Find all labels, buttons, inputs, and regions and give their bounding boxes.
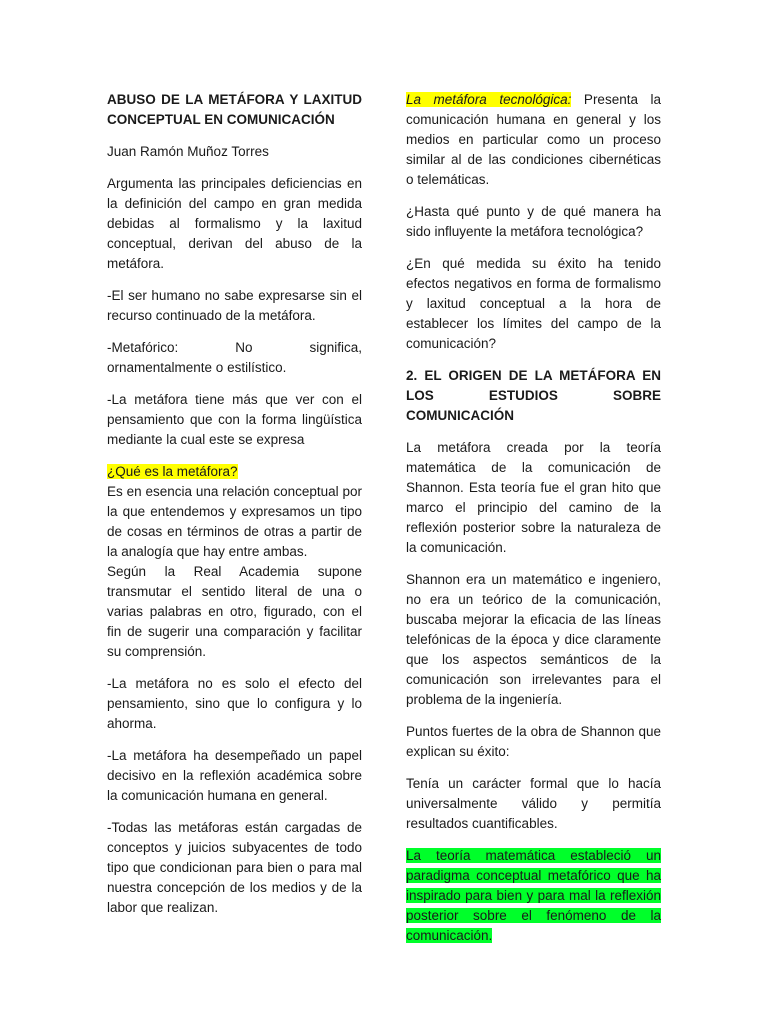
paragraph: Según la Real Academia supone transmutar el sentido literal de una o varias palabras en otro, figurado, con el fin de sugerir una comparación y facilitar su comprensión. [107,564,362,659]
paragraph: La metáfora creada por la teoría matemática de la comunicación de Shannon. Esta teoría fue el gran hito que marco el principio del camino de la reflexión posterior sobre la naturaleza de la comunicación. [406,440,661,555]
paragraph: Es en esencia una relación conceptual por la que entendemos y expresamos un tipo de cosas en términos de otras a partir de la analogía que hay entre ambas. [107,484,362,559]
green-highlight-text: La teoría matemática estableció un paradigma conceptual metafórico que ha inspirado para bien y para mal la reflexión posterior sobre el fenómeno de la comunicación. [406,848,661,943]
tech-metaphor-label: La metáfora tecnológica: [406,92,572,107]
paragraph: Argumenta las principales deficiencias en la definición del campo en gran medida debidas al formalismo y la laxitud conceptual, derivan del abuso de la metáfora. [107,176,362,271]
right-column [406,90,661,958]
question-heading [107,462,362,482]
paragraph: -El ser humano no sabe expresarse sin el recurso continuado de la metáfora. [107,288,362,323]
left-column [107,90,362,930]
paragraph: -Metafórico: No significa, ornamentalmente o estilístico. [107,340,362,375]
document-title: ABUSO DE LA METÁFORA Y LAXITUD CONCEPTUAL EN COMUNICACIÓN [107,92,362,127]
author-name: Juan Ramón Muñoz Torres [107,144,269,159]
highlighted-paragraph [406,846,661,946]
tech-metaphor-paragraph [406,90,661,190]
paragraph: -La metáfora ha desempeñado un papel decisivo en la reflexión académica sobre la comunicación humana en general. [107,748,362,803]
tech-metaphor-text: Presenta la comunicación humana en general y los medios en particular como un proceso similar al de las condiciones cibernéticas o telemáticas. [406,92,662,187]
paragraph: Tenía un carácter formal que lo hacía universalmente válido y permitía resultados cuantificables. [406,776,661,831]
paragraph: -La metáfora tiene más que ver con el pensamiento que con la forma lingüística mediante la cual este se expresa [107,392,362,447]
question-paragraph: ¿En qué medida su éxito ha tenido efectos negativos en forma de formalismo y laxitud conceptual a la hora de establecer los límites del campo de la comunicación? [406,256,661,351]
question-paragraph: ¿Hasta qué punto y de qué manera ha sido influyente la metáfora tecnológica? [406,204,661,239]
paragraph: Shannon era un matemático e ingeniero, no era un teórico de la comunicación, buscaba mejorar la eficacia de las líneas telefónicas de la época y dice claramente que los aspectos semánticos de la comunicación son irrelevantes para el problema de la ingeniería. [406,572,661,707]
paragraph: -Todas las metáforas están cargadas de conceptos y juicios subyacentes de todo tipo que condicionan para bien o para mal nuestra concepción de los medios y de la labor que realizan. [107,820,362,915]
highlighted-question: ¿Qué es la metáfora? [107,464,238,479]
paragraph: -La metáfora no es solo el efecto del pensamiento, sino que lo configura y lo ahorma. [107,676,362,731]
section-heading: 2. EL ORIGEN DE LA METÁFORA EN LOS ESTUDIOS SOBRE COMUNICACIÓN [406,368,661,423]
paragraph: Puntos fuertes de la obra de Shannon que explican su éxito: [406,724,661,759]
